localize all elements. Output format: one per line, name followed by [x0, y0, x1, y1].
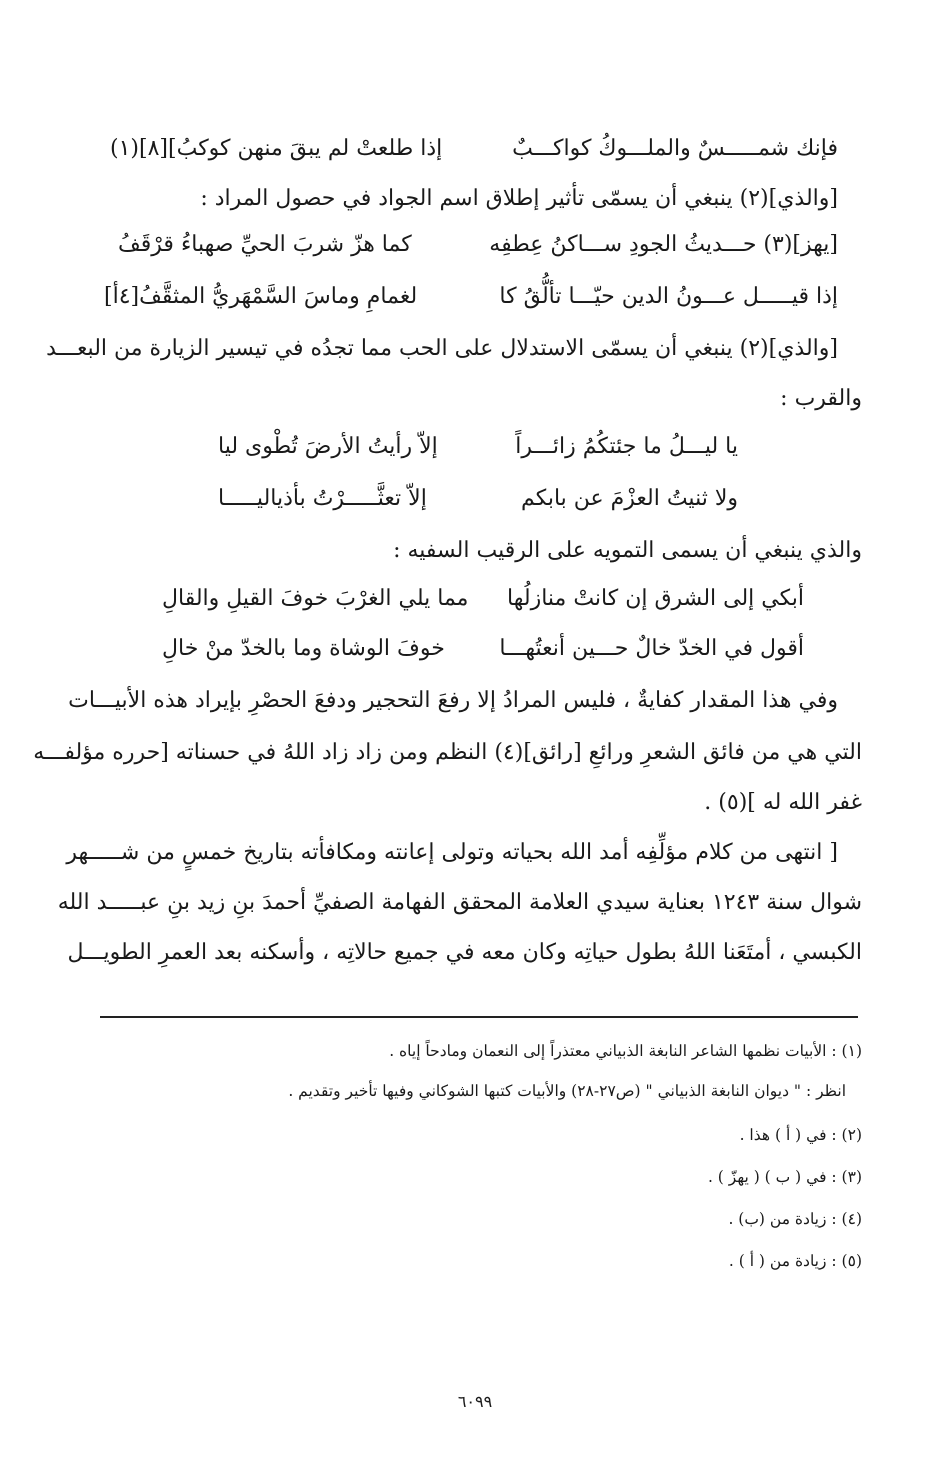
verse-7-second-hemistich: خوفَ الوشاة وما بالخدّ منْ خالِ — [162, 636, 445, 661]
text-line-13: التي هي من فائق الشعرِ ورائعِ [رائق](٤) النظم ومن زاد زاد اللهُ في حسناته [حرره مؤلفـــه — [33, 740, 862, 765]
text-line-15: [ انتهى من كلام مؤلِّفِه أمد الله بحياته وتولى إعانته ومكافأته بتاريخ خمسٍ من شـــــهر — [66, 840, 838, 865]
verse-2-first-hemistich: [يهز](٣) حـــديثُ الجودِ ســـاكنُ عِطفِه — [489, 232, 838, 257]
footnote-4: (٤) : زيادة من (ب) . — [728, 1210, 862, 1228]
verse-5-first-hemistich: ولا ثنيتُ العزْمَ عن بابكم — [521, 486, 738, 511]
verse-7-first-hemistich: أقول في الخدّ خالٌ حـــين أنعتُهـــا — [499, 636, 804, 661]
text-line-5: [والذي](٢) ينبغي أن يسمّى الاستدلال على الحب مما تجدُه في تيسير الزيارة من البعـــد — [46, 336, 838, 361]
verse-1-second-hemistich: إذا طلعتْ لم يبقَ منهن كوكبُ][٨](١) — [110, 136, 443, 161]
footnote-separator — [100, 1016, 858, 1018]
footnote-1: (١) : الأبيات نظمها الشاعر النابغة الذبياني معتذراً إلى النعمان ومادحاً إياه . — [389, 1042, 862, 1060]
verse-6-second-hemistich: مما يلي الغرْبَ خوفَ القيلِ والقالِ — [162, 586, 469, 611]
verse-3-first-hemistich: إذا قيـــــل عـــونُ الدين حيّـــا تألُّقُ كا — [499, 284, 838, 309]
footnote-1-continuation: انظر : " ديوان النابغة الذبياني " (ص٢٧-٢٨) والأبيات كتبها الشوكاني وفيها تأخير وتقديم . — [288, 1082, 846, 1100]
text-line-12: وفي هذا المقدار كفايةٌ ، فليس المرادُ إلا رفعَ التحجير ودفعَ الحصْرِ بإيراد هذه الأبيـــات — [68, 688, 838, 713]
footnote-2: (٢) : في ( أ ) هذا . — [739, 1126, 862, 1144]
page-number: ٦٠٩٩ — [457, 1392, 493, 1411]
text-line-2: [والذي](٢) ينبغي أن يسمّى تأثير إطلاق اسم الجواد في حصول المراد : — [200, 186, 838, 211]
text-line-6: والقرب : — [780, 386, 862, 411]
verse-3-second-hemistich: لغمامِ وماسَ السَّمْهَريُّ المثقَّفُ[٤أ] — [104, 284, 418, 309]
verse-4-second-hemistich: إلاّ رأيتُ الأرضَ تُطْوى ليا — [218, 434, 438, 459]
verse-2-second-hemistich: كما هزّ شربَ الحيِّ صهباءُ قرْقَفُ — [118, 232, 412, 257]
verse-1-first-hemistich: فإنك شمـــــسٌ والملـــوكُ كواكـــبٌ — [512, 136, 838, 161]
text-line-9: والذي ينبغي أن يسمى التمويه على الرقيب السفيه : — [393, 538, 862, 563]
verse-4-first-hemistich: يا ليـــلُ ما جئتكُمُ زائـــراً — [515, 434, 738, 459]
verse-5-second-hemistich: إلاّ تعثَّـــــرْتُ بأذياليـــــا — [218, 486, 427, 511]
text-line-14: غفر الله له ](٥) . — [704, 790, 862, 815]
footnote-5: (٥) : زيادة من ( أ ) . — [728, 1252, 862, 1270]
verse-6-first-hemistich: أبكي إلى الشرق إن كانتْ منازلُها — [507, 586, 804, 611]
text-line-16: شوال سنة ١٢٤٣ بعناية سيدي العلامة المحقق الفهامة الصفيِّ أحمدَ بنِ زيد بنِ عبـــــد الله — [57, 890, 862, 915]
footnote-3: (٣) : في ( ب ) ( يهزّ ) . — [707, 1168, 862, 1186]
text-line-17: الكبسي ، أمتَعَنا اللهُ بطول حياتِه وكان معه في جميع حالاتِه ، وأسكنه بعد العمرِ الطويـــل — [67, 940, 862, 965]
